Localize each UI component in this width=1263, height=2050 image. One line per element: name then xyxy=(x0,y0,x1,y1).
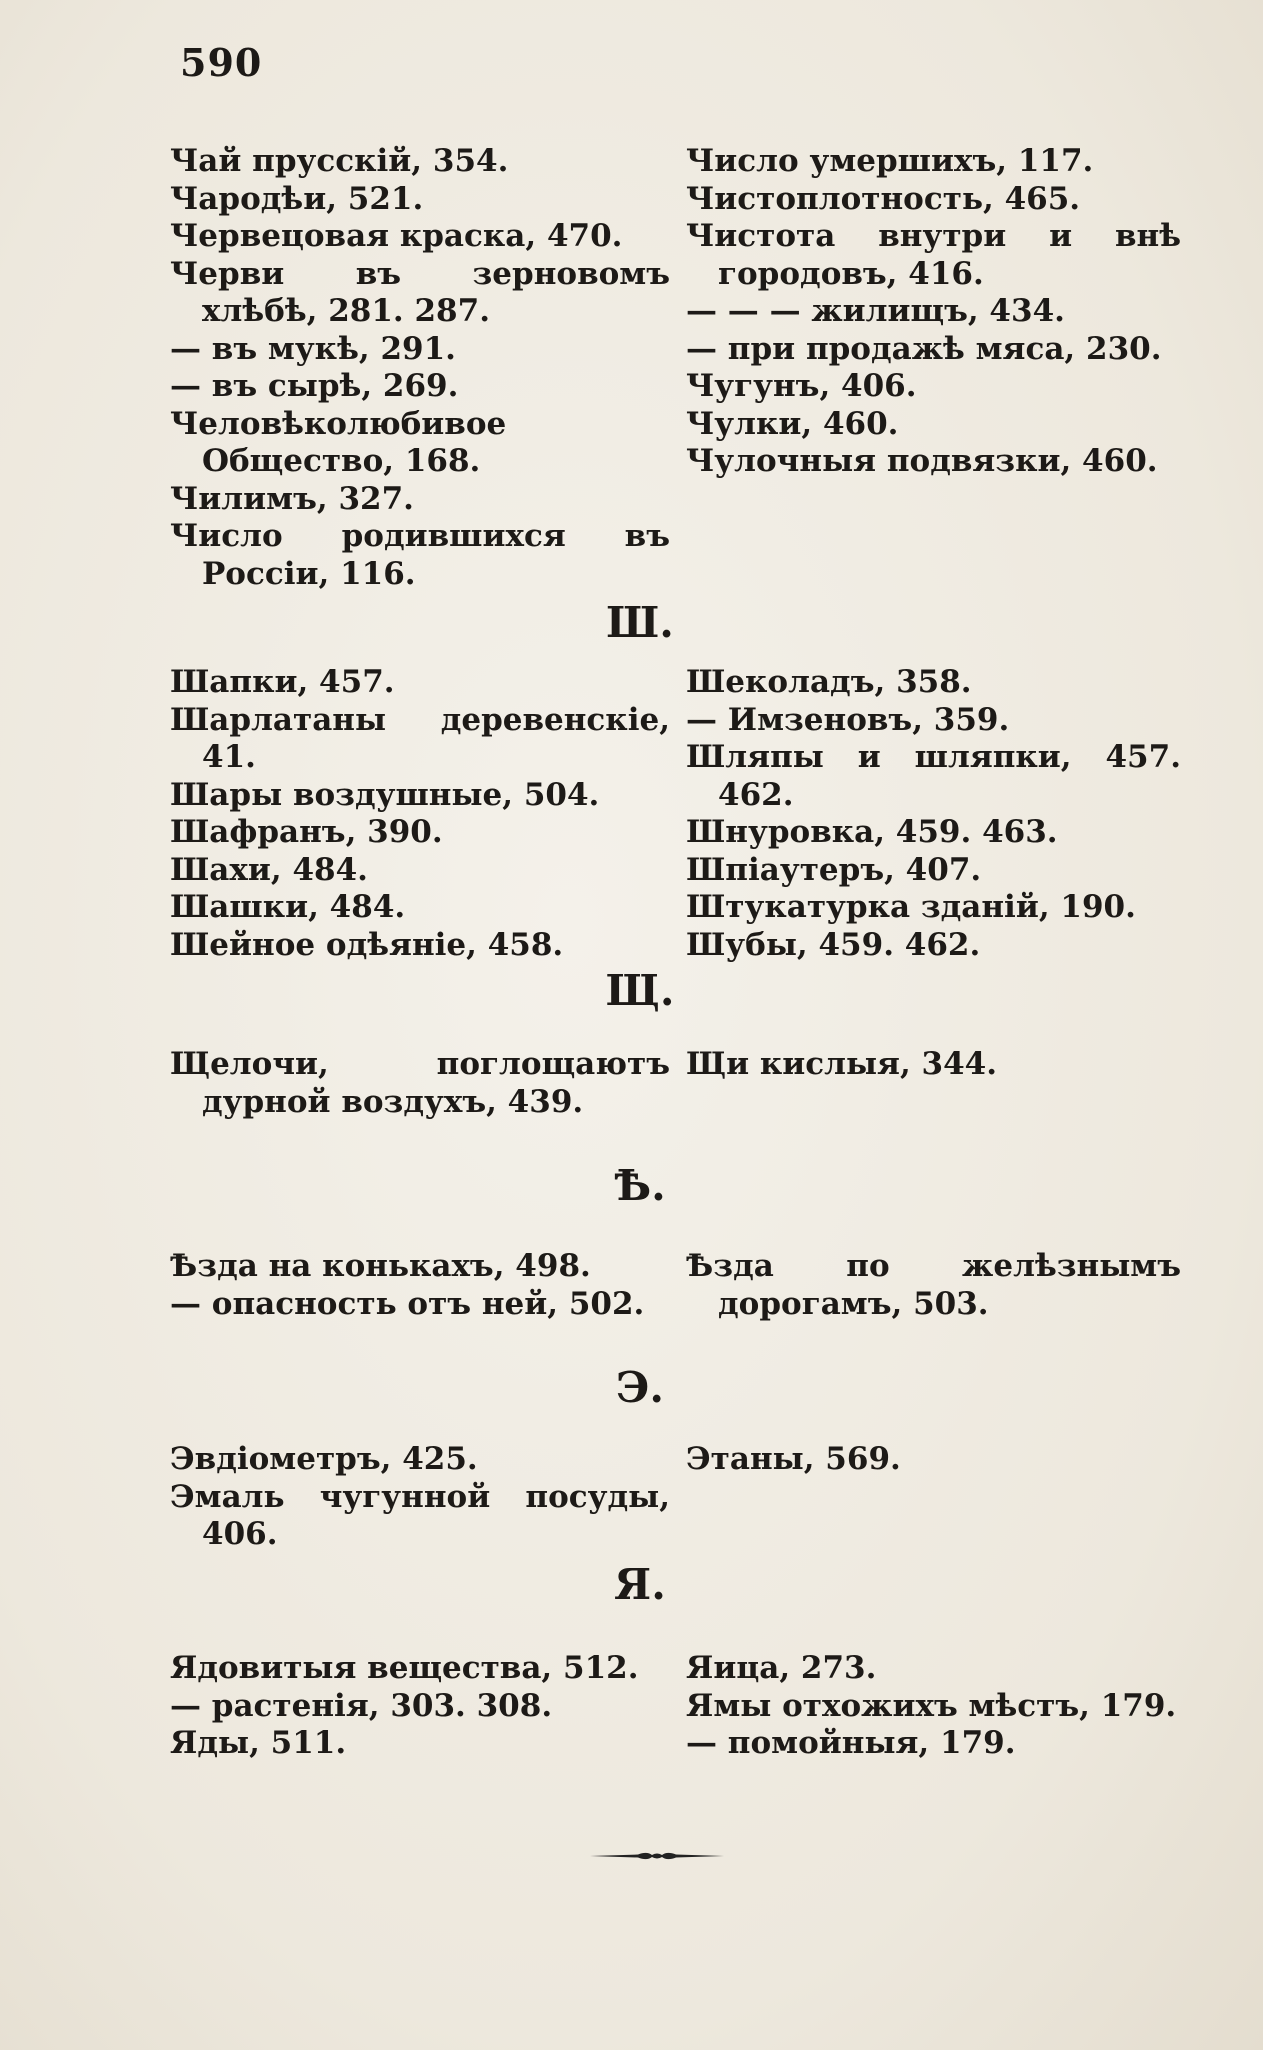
index-entry: Яица, 273. xyxy=(686,1650,877,1686)
index-entry: Шубы, 459. 462. xyxy=(686,926,981,963)
column-left xyxy=(170,1650,670,1763)
index-entry: Шапки, 457. xyxy=(170,664,395,700)
column-left xyxy=(170,1046,670,1121)
index-entry: Щелочи, поглощаютъ дурной воздухъ, 439. xyxy=(170,1046,670,1120)
index-entry: Ѣзда по желѣзнымъ дорогамъ, 503. xyxy=(686,1248,1181,1322)
index-entry: Яды, 511. xyxy=(170,1725,347,1761)
index-entry: — — — жилищъ, 434. xyxy=(686,293,1065,329)
index-entry: Чародѣи, 521. xyxy=(170,180,424,217)
index-entry: Щи кислыя, 344. xyxy=(686,1046,998,1082)
index-entry: Ядовитыя вещества, 512. xyxy=(170,1650,639,1686)
index-entry: Эмаль чугунной посуды, 406. xyxy=(170,1478,670,1552)
index-entry: Черви въ зерновомъ хлѣбѣ, 281. 287. xyxy=(170,255,670,329)
index-entry: Шахи, 484. xyxy=(170,851,368,888)
section-letter: Ѣ. xyxy=(614,1161,666,1210)
index-entry: Чистоплотность, 465. xyxy=(686,180,1081,217)
index-entry: Шнуровка, 459. 463. xyxy=(686,814,1058,850)
column-left xyxy=(170,143,670,593)
column-left xyxy=(170,1248,670,1323)
column-right xyxy=(686,143,1181,481)
index-entry: Шарлатаны деревенскіе, 41. xyxy=(170,701,670,775)
index-entry: — опасность отъ ней, 502. xyxy=(170,1285,645,1322)
index-entry: Эвдіометръ, 425. xyxy=(170,1441,478,1477)
index-entry: Шары воздушные, 504. xyxy=(170,776,600,813)
column-right xyxy=(686,1248,1181,1323)
index-entry: Чилимъ, 327. xyxy=(170,480,414,517)
index-entry: Чулки, 460. xyxy=(686,405,899,442)
index-entry: Чулочныя подвязки, 460. xyxy=(686,443,1158,479)
column-left xyxy=(170,1441,670,1554)
page-number: 590 xyxy=(180,40,263,85)
index-entry: Червецовая краска, 470. xyxy=(170,218,623,254)
index-entry: — Имзеновъ, 359. xyxy=(686,701,1010,738)
index-entry: Ѣзда на конькахъ, 498. xyxy=(170,1248,591,1284)
index-entry: Штукатурка зданій, 190. xyxy=(686,889,1136,925)
index-entry: Число умершихъ, 117. xyxy=(686,143,1094,179)
index-entry: Чистота внутри и внѣ городовъ, 416. xyxy=(686,218,1181,292)
index-entry: Шейное одѣяніе, 458. xyxy=(170,926,564,963)
index-entry: — въ мукѣ, 291. xyxy=(170,330,456,367)
section-letter: Щ. xyxy=(605,966,675,1015)
index-entry: Шляпы и шляпки, 457. 462. xyxy=(686,739,1181,813)
section-letter: Ш. xyxy=(606,598,674,647)
index-entry: Чай прусскій, 354. xyxy=(170,143,509,179)
column-right xyxy=(686,1046,1181,1084)
index-entry: Шафранъ, 390. xyxy=(170,814,443,850)
column-left xyxy=(170,664,670,964)
column-right xyxy=(686,1441,1181,1479)
index-entry: Ямы отхожихъ мѣстъ, 179. xyxy=(686,1687,1177,1724)
section-letter: Я. xyxy=(614,1560,666,1609)
index-entry: Этаны, 569. xyxy=(686,1441,901,1477)
index-entry: Шашки, 484. xyxy=(170,889,406,925)
section-letter: Э. xyxy=(615,1363,665,1412)
column-right xyxy=(686,1650,1181,1763)
end-ornament xyxy=(590,1851,724,1861)
index-entry: Шеколадъ, 358. xyxy=(686,664,972,700)
column-right xyxy=(686,664,1181,964)
index-entry: Человѣколюбивое Общество, 168. xyxy=(170,405,507,479)
index-entry: Чугунъ, 406. xyxy=(686,368,917,404)
index-entry: — помойныя, 179. xyxy=(686,1725,1016,1761)
index-entry: — въ сырѣ, 269. xyxy=(170,368,459,404)
index-entry: — растенія, 303. 308. xyxy=(170,1687,553,1724)
index-entry: Шпіаутеръ, 407. xyxy=(686,851,982,888)
index-entry: Число родившихся въ Россіи, 116. xyxy=(170,518,670,592)
index-entry: — при продажѣ мяса, 230. xyxy=(686,330,1162,367)
